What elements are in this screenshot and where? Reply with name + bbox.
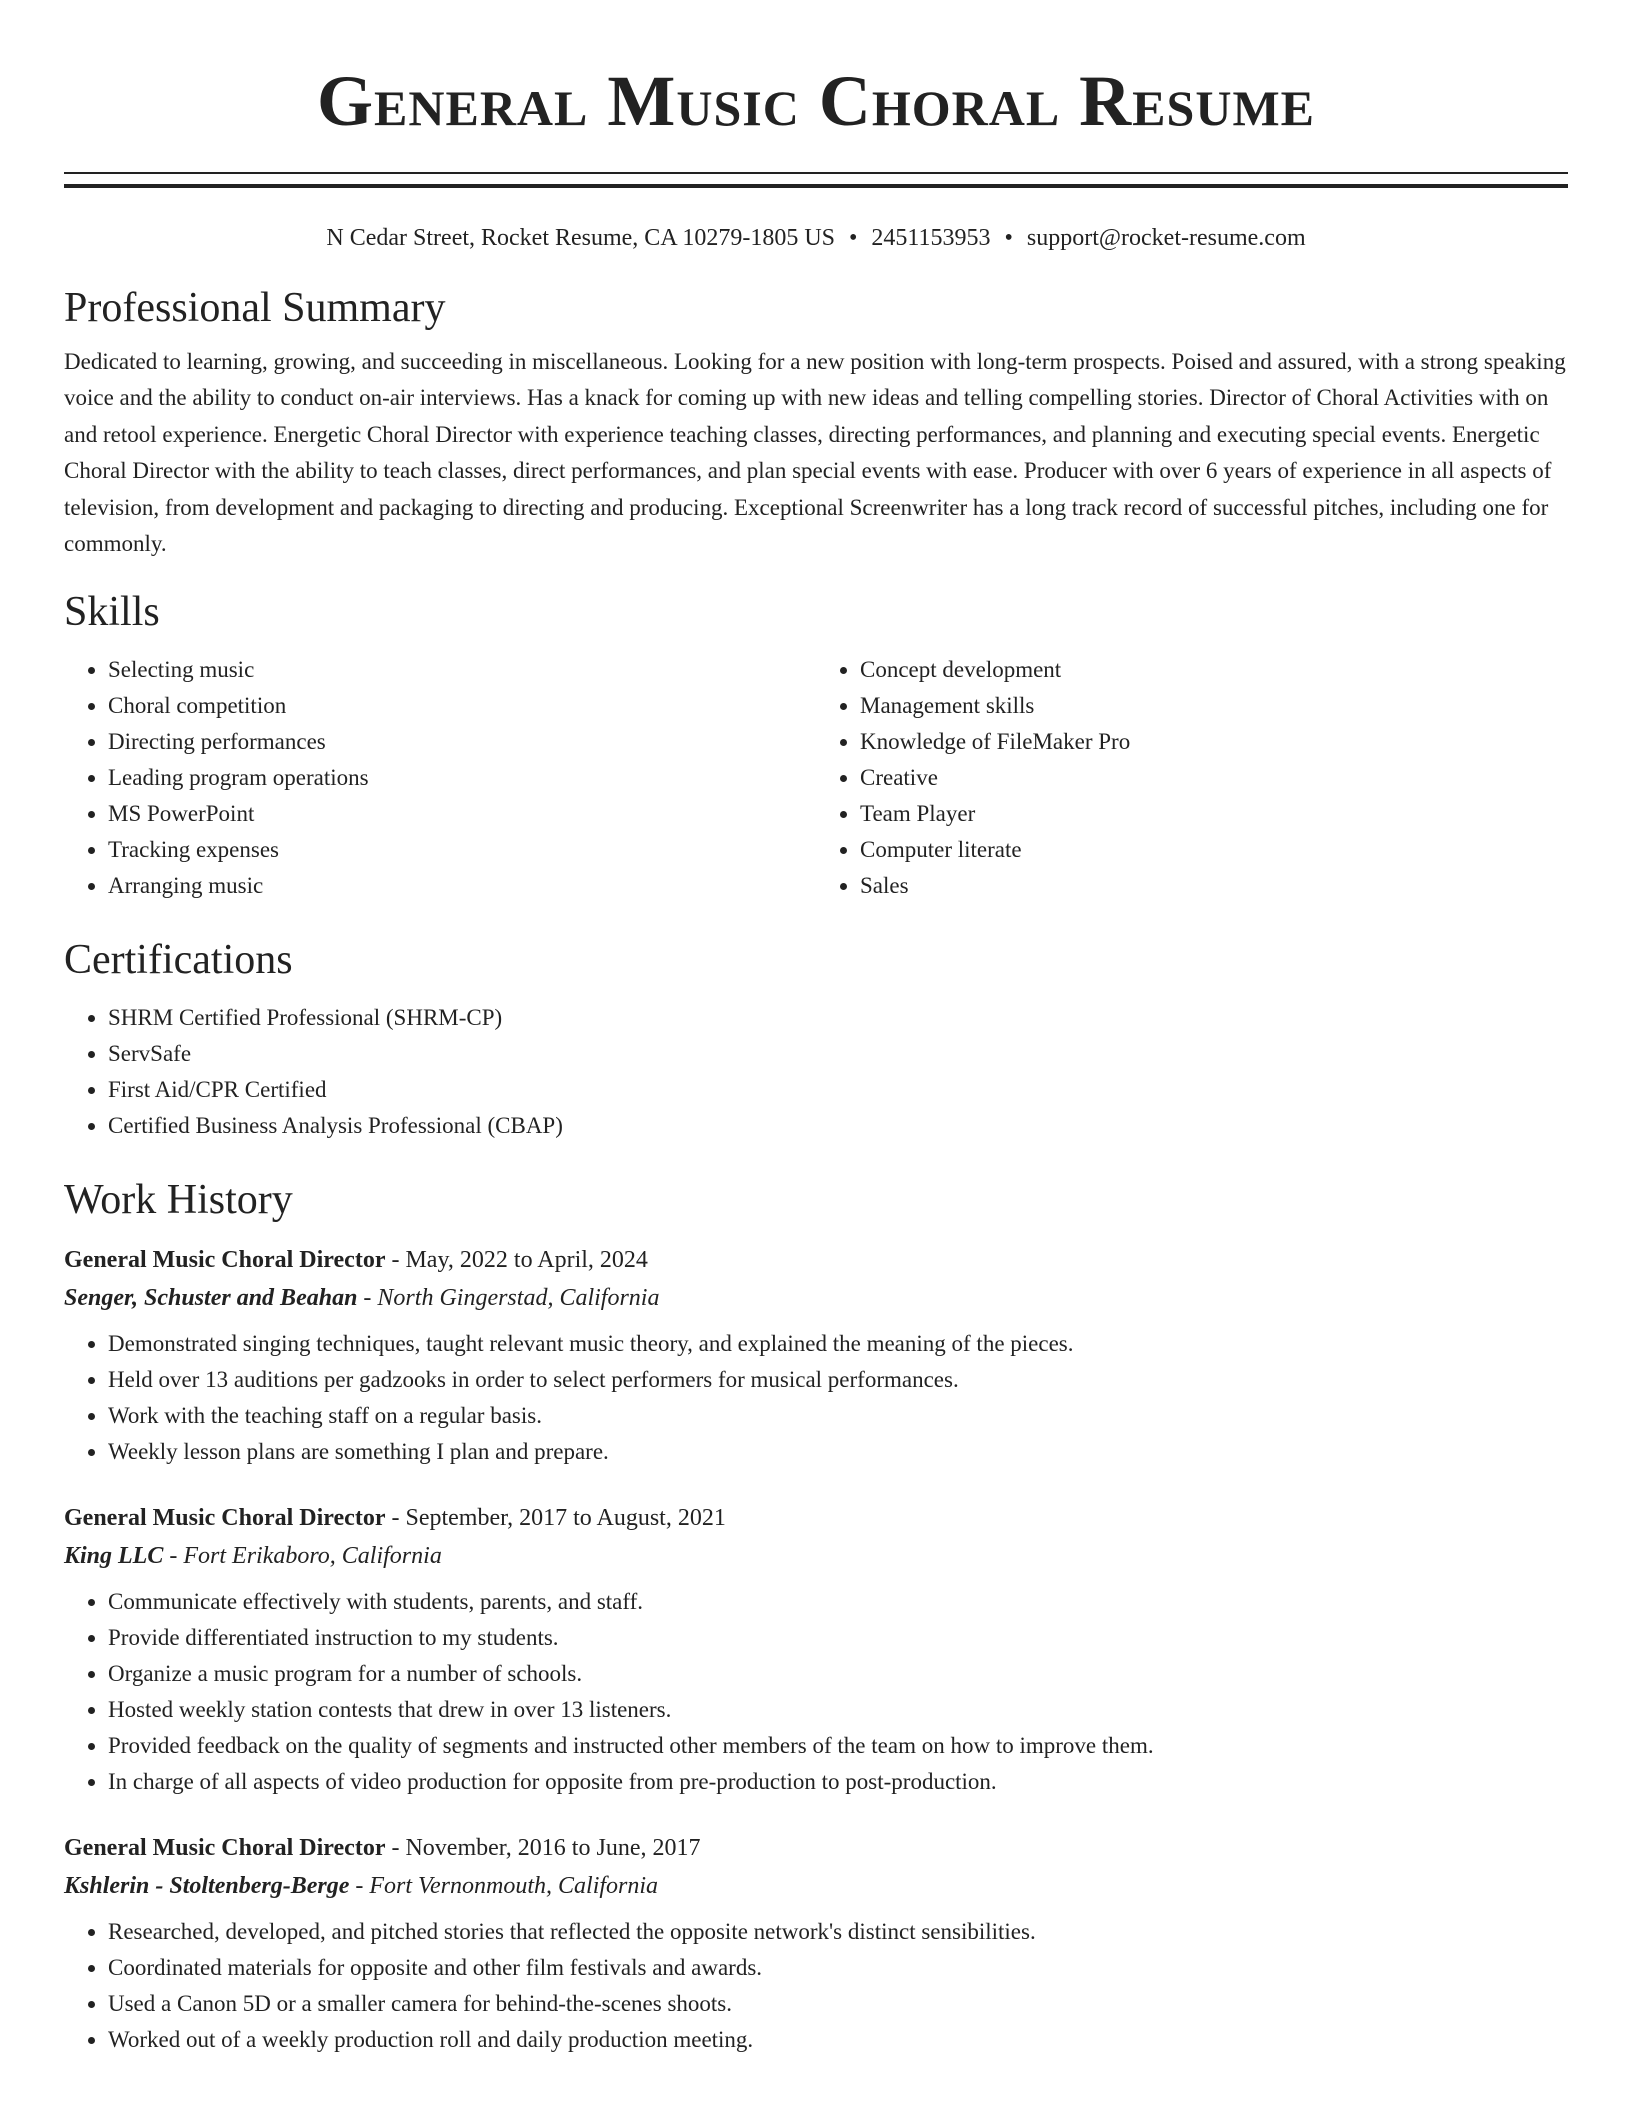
job-company: King LLC <box>64 1543 164 1570</box>
job-entry <box>64 1500 1568 1800</box>
contact-phone: 2451153953 <box>871 225 991 251</box>
certification-item: • Certified Business Analysis Professional (CBAP) <box>108 1108 1568 1144</box>
skills-list-left <box>64 652 816 904</box>
job-list <box>64 1242 1568 2058</box>
skill-item: • Concept development <box>860 652 1568 688</box>
skill-item: • MS PowerPoint <box>108 796 816 832</box>
skill-item: • Sales <box>860 868 1568 904</box>
page-title: General Music Choral Resume <box>317 61 1315 141</box>
job-title-line: General Music Choral Director - September, 2017 to August, 2021 <box>64 1505 726 1532</box>
job-bullet: • Hosted weekly station contests that drew in over 13 listeners. <box>108 1692 1568 1728</box>
job-bullet: • Weekly lesson plans are something I plan and prepare. <box>108 1434 1568 1470</box>
contact-email: support@rocket-resume.com <box>1026 225 1306 251</box>
job-company-line: Kshlerin - Stoltenberg-Berge - Fort Vernonmouth, California <box>64 1873 659 1900</box>
job-location: Fort Erikaboro, California <box>183 1543 442 1570</box>
job-location: North Gingerstad, California <box>377 1285 660 1312</box>
summary-heading: Professional Summary <box>64 285 446 331</box>
skill-item: • Arranging music <box>108 868 816 904</box>
skill-item: • Selecting music <box>108 652 816 688</box>
job-bullets <box>64 1914 1568 2058</box>
job-bullet: • Work with the teaching staff on a regular basis. <box>108 1398 1568 1434</box>
job-company-line: King LLC - Fort Erikaboro, California <box>64 1543 442 1570</box>
job-title: General Music Choral Director <box>64 1505 386 1532</box>
job-bullet: • Researched, developed, and pitched stories that reflected the opposite network's distinct sensibilities. <box>108 1914 1568 1950</box>
work-section <box>64 1172 1568 2058</box>
skills-columns <box>64 652 1568 904</box>
job-bullet: • Organize a music program for a number of schools. <box>108 1656 1568 1692</box>
job-dates: November, 2016 to June, 2017 <box>405 1835 701 1862</box>
job-company-line: Senger, Schuster and Beahan - North Gingerstad, California <box>64 1285 660 1312</box>
job-bullet: • Provided feedback on the quality of segments and instructed other members of the team on how to improve them. <box>108 1728 1568 1764</box>
title-double-rule <box>64 172 1568 188</box>
skill-item: • Creative <box>860 760 1568 796</box>
work-heading: Work History <box>64 1177 293 1224</box>
job-bullet: • Provide differentiated instruction to my students. <box>108 1620 1568 1656</box>
skill-item: • Leading program operations <box>108 760 816 796</box>
job-company: Senger, Schuster and Beahan <box>64 1285 358 1312</box>
job-bullet: • Demonstrated singing techniques, taught relevant music theory, and explained the meaning of the pieces. <box>108 1326 1568 1362</box>
skill-item: • Team Player <box>860 796 1568 832</box>
contact-separator: • <box>849 225 858 251</box>
certifications-list <box>64 1000 1568 1144</box>
skill-item: • Directing performances <box>108 724 816 760</box>
job-entry <box>64 1830 1568 2058</box>
skill-item: • Knowledge of FileMaker Pro <box>860 724 1568 760</box>
job-bullet: • Coordinated materials for opposite and other film festivals and awards. <box>108 1950 1568 1986</box>
job-bullets <box>64 1326 1568 1470</box>
job-entry <box>64 1242 1568 1470</box>
job-dates: September, 2017 to August, 2021 <box>405 1505 726 1532</box>
contact-line <box>64 222 1568 254</box>
job-title-line: General Music Choral Director - November, 2016 to June, 2017 <box>64 1835 701 1862</box>
job-title-line: General Music Choral Director - May, 2022 to April, 2024 <box>64 1247 648 1274</box>
certifications-section <box>64 932 1568 1144</box>
job-bullet: • Held over 13 auditions per gadzooks in order to select performers for musical performances. <box>108 1362 1568 1398</box>
certification-item: • SHRM Certified Professional (SHRM-CP) <box>108 1000 1568 1036</box>
contact-address: N Cedar Street, Rocket Resume, CA 10279-1805 US <box>326 225 835 251</box>
job-company: Kshlerin - Stoltenberg-Berge <box>64 1873 350 1900</box>
certification-item: • First Aid/CPR Certified <box>108 1072 1568 1108</box>
summary-section <box>64 280 1568 562</box>
certification-item: • ServSafe <box>108 1036 1568 1072</box>
skills-section <box>64 584 1568 904</box>
skills-heading: Skills <box>64 589 160 636</box>
job-dates: May, 2022 to April, 2024 <box>405 1247 648 1274</box>
skill-item: • Choral competition <box>108 688 816 724</box>
job-bullet: • In charge of all aspects of video production for opposite from pre-production to post-production. <box>108 1764 1568 1800</box>
job-location: Fort Vernonmouth, California <box>369 1873 659 1900</box>
job-bullet: • Used a Canon 5D or a smaller camera for behind-the-scenes shoots. <box>108 1986 1568 2022</box>
certifications-heading: Certifications <box>64 937 293 984</box>
job-title: General Music Choral Director <box>64 1247 386 1274</box>
job-bullets <box>64 1584 1568 1800</box>
skill-item: • Computer literate <box>860 832 1568 868</box>
job-bullet: • Communicate effectively with students, parents, and staff. <box>108 1584 1568 1620</box>
job-bullet: • Worked out of a weekly production roll and daily production meeting. <box>108 2022 1568 2058</box>
skills-list-right <box>816 652 1568 904</box>
resume-page <box>64 0 1568 2058</box>
skill-item: • Tracking expenses <box>108 832 816 868</box>
contact-separator: • <box>1004 225 1013 251</box>
job-title: General Music Choral Director <box>64 1835 386 1862</box>
skill-item: • Management skills <box>860 688 1568 724</box>
summary-text: Dedicated to learning, growing, and succeeding in miscellaneous. Looking for a new position with long-term prospects. Poised and assured, with a strong speaking voice and the ability to conduct on-air interviews. Has a knack for coming up with new ideas and telling compelling stories. Director of Choral Activities with on and retool experience. Energetic Choral Director with experience teaching classes, directing performances, and planning and executing special events. Energetic Choral Director with the ability to teach classes, direct performances, and plan special events with ease. Producer with over 6 years of experience in all aspects of television, from development and packaging to directing and producing. Exceptional Screenwriter has a long track record of successful pitches, including one for commonly. <box>64 349 1566 557</box>
